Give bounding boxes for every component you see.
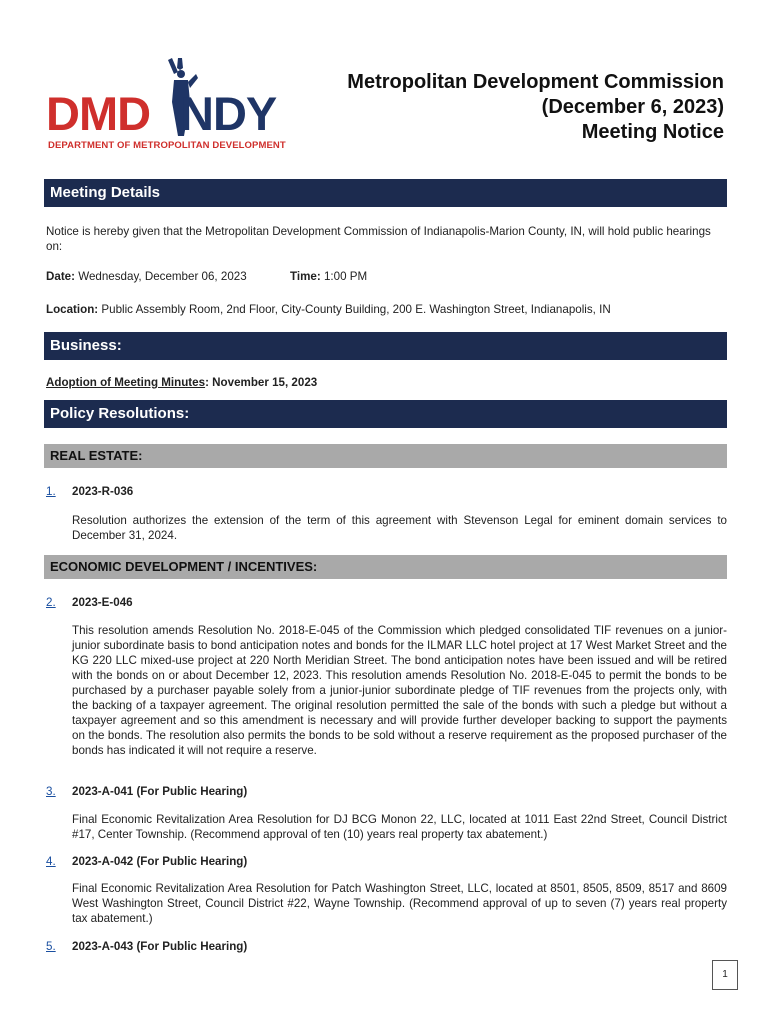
logo-wordmark: [46, 87, 277, 140]
item-code: 2023-A-043 (For Public Hearing): [72, 940, 248, 953]
item-number-link[interactable]: 3.: [46, 785, 56, 798]
location-value: Public Assembly Room, 2nd Floor, City-County Building, 200 E. Washington Street, Indianapolis, IN: [101, 303, 611, 316]
item-code: 2023-A-042 (For Public Hearing): [72, 855, 248, 868]
item-code: 2023-A-041 (For Public Hearing): [72, 785, 248, 798]
logo-ndy-text: NDY: [180, 87, 277, 140]
time-value: 1:00 PM: [323, 270, 368, 283]
logo-subtitle: DEPARTMENT OF METROPOLITAN DEVELOPMENT: [48, 140, 286, 151]
title-line-1: Metropolitan Development Commission: [347, 71, 724, 93]
meeting-location: [46, 302, 726, 317]
item-code: 2023-E-046: [72, 596, 133, 609]
item-description: This resolution amends Resolution No. 2018-E-045 of the Commission which pledged consolidated TIF revenues on a junior-junior subordinate basis to bond anticipation notes and bonds for the ILMAR LLC hotel project at 17 West Market Street and the KG 220 LLC mixed-use project at 220 North Meridian Street. The bond anticipation notes have been issued and will be retired with the bonds on or about December 12, 2023. This resolution amends Resolution No. 2018-E-045 to permit the bonds to be purchased by a purchaser payable solely from a junior-junior subordinate pledge of TIF revenues from the projects only, with the backing of a taxpayer agreement. The original resolution permitted the sale of the bonds with such a pledge but without a taxpayer agreement and so this amendment is necessary and will provide further developer backing to support the payments on the bonds. The resolution also permits the bonds to be sold without a reserve requirement as the proposed purchaser of the bonds has indicated it will not require a reserve.: [72, 624, 727, 757]
meeting-date: [46, 269, 247, 284]
real-estate-heading: REAL ESTATE:: [44, 444, 727, 468]
item-number-link[interactable]: 2.: [46, 596, 56, 609]
adoption-label: Adoption of Meeting Minutes: [46, 376, 206, 389]
notice-text: Notice is hereby given that the Metropolitan Development Commission of Indianapolis-Marion County, IN, will hold public hearings on:: [46, 225, 711, 253]
logo-dmd-text: DMD: [46, 87, 151, 140]
item-number-link[interactable]: 4.: [46, 855, 56, 868]
page-title: [347, 70, 724, 145]
policy-resolutions-heading: Policy Resolutions:: [44, 400, 727, 428]
economic-development-heading: ECONOMIC DEVELOPMENT / INCENTIVES:: [44, 555, 727, 579]
time-label: Time:: [290, 270, 321, 283]
logo-i-text: [150, 90, 180, 137]
dmd-indy-logo: [46, 56, 306, 152]
date-label: Date:: [46, 270, 75, 283]
page-number: 1: [712, 960, 738, 990]
meeting-time: [290, 269, 367, 284]
meeting-details-heading: Meeting Details: [44, 179, 727, 207]
item-description: Resolution authorizes the extension of the term of this agreement with Stevenson Legal for eminent domain services to December 31, 2024.: [72, 514, 727, 542]
item-description: Final Economic Revitalization Area Resolution for Patch Washington Street, LLC, located at 8501, 8505, 8509, 8517 and 8609 West Washington Street, Council District #22, Wayne Township. (Recommend approval of up to seven (7) years real property tax abatement.): [72, 882, 727, 925]
item-code: 2023-R-036: [72, 485, 134, 498]
business-heading: Business:: [44, 332, 727, 360]
location-label: Location:: [46, 303, 99, 316]
date-value: Wednesday, December 06, 2023: [78, 270, 247, 283]
adoption-value: : November 15, 2023: [205, 376, 318, 389]
title-line-2: (December 6, 2023): [541, 96, 724, 118]
item-number-link[interactable]: 1.: [46, 485, 56, 498]
adoption-minutes: [46, 375, 317, 390]
item-description: Final Economic Revitalization Area Resolution for DJ BCG Monon 22, LLC, located at 1011 East 22nd Street, Council District #17, Center Township. (Recommend approval of ten (10) years real property tax abatement.): [72, 813, 727, 841]
title-line-3: Meeting Notice: [581, 121, 724, 143]
item-number-link[interactable]: 5.: [46, 940, 56, 953]
